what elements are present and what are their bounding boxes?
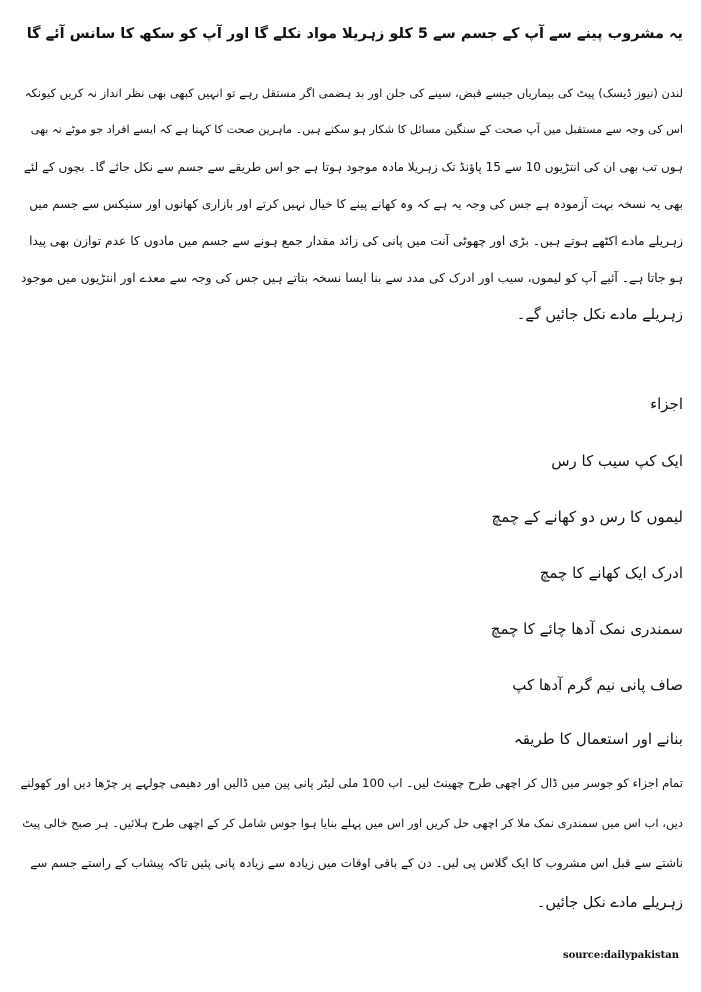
ingredient-item: ادرک ایک کھانے کا چمچ bbox=[539, 564, 683, 582]
source-credit: source:dailypakistan bbox=[562, 950, 679, 961]
method-line: دیں، اب اس میں سمندری نمک ملا کر اچھی حل کریں اور اس میں پہلے بنایا ہوا جوس شامل کر کے اچھی طرح ہلائیں۔ ہر صبح خالی پیٹ bbox=[22, 816, 683, 830]
intro-line: اس کی وجہ سے مستقبل میں آپ صحت کے سنگین مسائل کا شکار ہو سکتے ہیں۔ ماہرین صحت کا کہنا ہے کہ ایسے افراد جو موٹے نہ بھی bbox=[30, 123, 683, 136]
method-line: تمام اجزاء کو جوسر میں ڈال کر اچھی طرح چھینٹ لیں۔ اب 100 ملی لیٹر پانی پین میں ڈالیں اور دھیمی چولہے پر چڑھا دیں اور کھولنے bbox=[20, 776, 683, 790]
method-line: ناشتے سے قبل اس مشروب کا ایک گلاس پی لیں۔ دن کے باقی اوقات میں زیادہ سے زیادہ پانی پئیں تاکہ پیشاب کے راستے جسم سے bbox=[30, 856, 683, 870]
intro-line: بھی یہ نسخہ بہت آزمودہ ہے جس کی وجہ یہ ہے کہ وہ کھانے پینے کا خیال نہیں کرتے اور بازاری کھانوں اور سنیکس سے جسم میں bbox=[29, 197, 683, 211]
intro-line: ہوں تب بھی ان کی انتڑیوں 10 سے 15 پاؤنڈ تک زہریلا مادہ موجود ہوتا ہے جو اس طریقے سے جسم سے نکل جائے گا۔ بچوں کے لئے bbox=[23, 160, 683, 174]
method-heading: بنانے اور استعمال کا طریقہ bbox=[513, 730, 683, 748]
intro-line: ہو جاتا ہے۔ آئیے آپ کو لیموں، سیب اور ادرک کی مدد سے بنا ایسا نسخہ بتاتے ہیں جس کی وجہ سے معدے اور انتڑیوں میں موجود bbox=[20, 271, 683, 285]
ingredients-heading: اجزاء bbox=[650, 395, 683, 413]
article-title: یہ مشروب پینے سے آپ کے جسم سے 5 کلو زہریلا مواد نکلے گا اور آپ کو سکھ کا سانس آئے گا bbox=[26, 26, 683, 42]
ingredient-item: صاف پانی نیم گرم آدھا کپ bbox=[512, 676, 683, 694]
method-line: زہریلے مادے نکل جائیں۔ bbox=[536, 895, 683, 911]
ingredient-item: ایک کپ سیب کا رس bbox=[551, 452, 683, 470]
ingredient-item: سمندری نمک آدھا چائے کا چمچ bbox=[490, 620, 683, 638]
ingredient-item: لیموں کا رس دو کھانے کے چمچ bbox=[491, 508, 683, 526]
intro-line: زہریلے مادے نکل جائیں گے۔ bbox=[516, 307, 683, 323]
intro-line: لندن (نیوز ڈیسک) پیٹ کی بیماریاں جیسے قبض، سینے کی جلن اور بد ہضمی اگر مستقل رہے تو انہیں کبھی بھی نظر انداز نہ کریں کیونکہ bbox=[24, 86, 683, 100]
intro-line: زہریلے مادے اکٹھے ہوتے ہیں۔ بڑی اور چھوٹی آنت میں پانی کی زائد مقدار جمع ہونے سے جسم میں مادوں کا عدم توازن بھی پیدا bbox=[29, 234, 683, 248]
